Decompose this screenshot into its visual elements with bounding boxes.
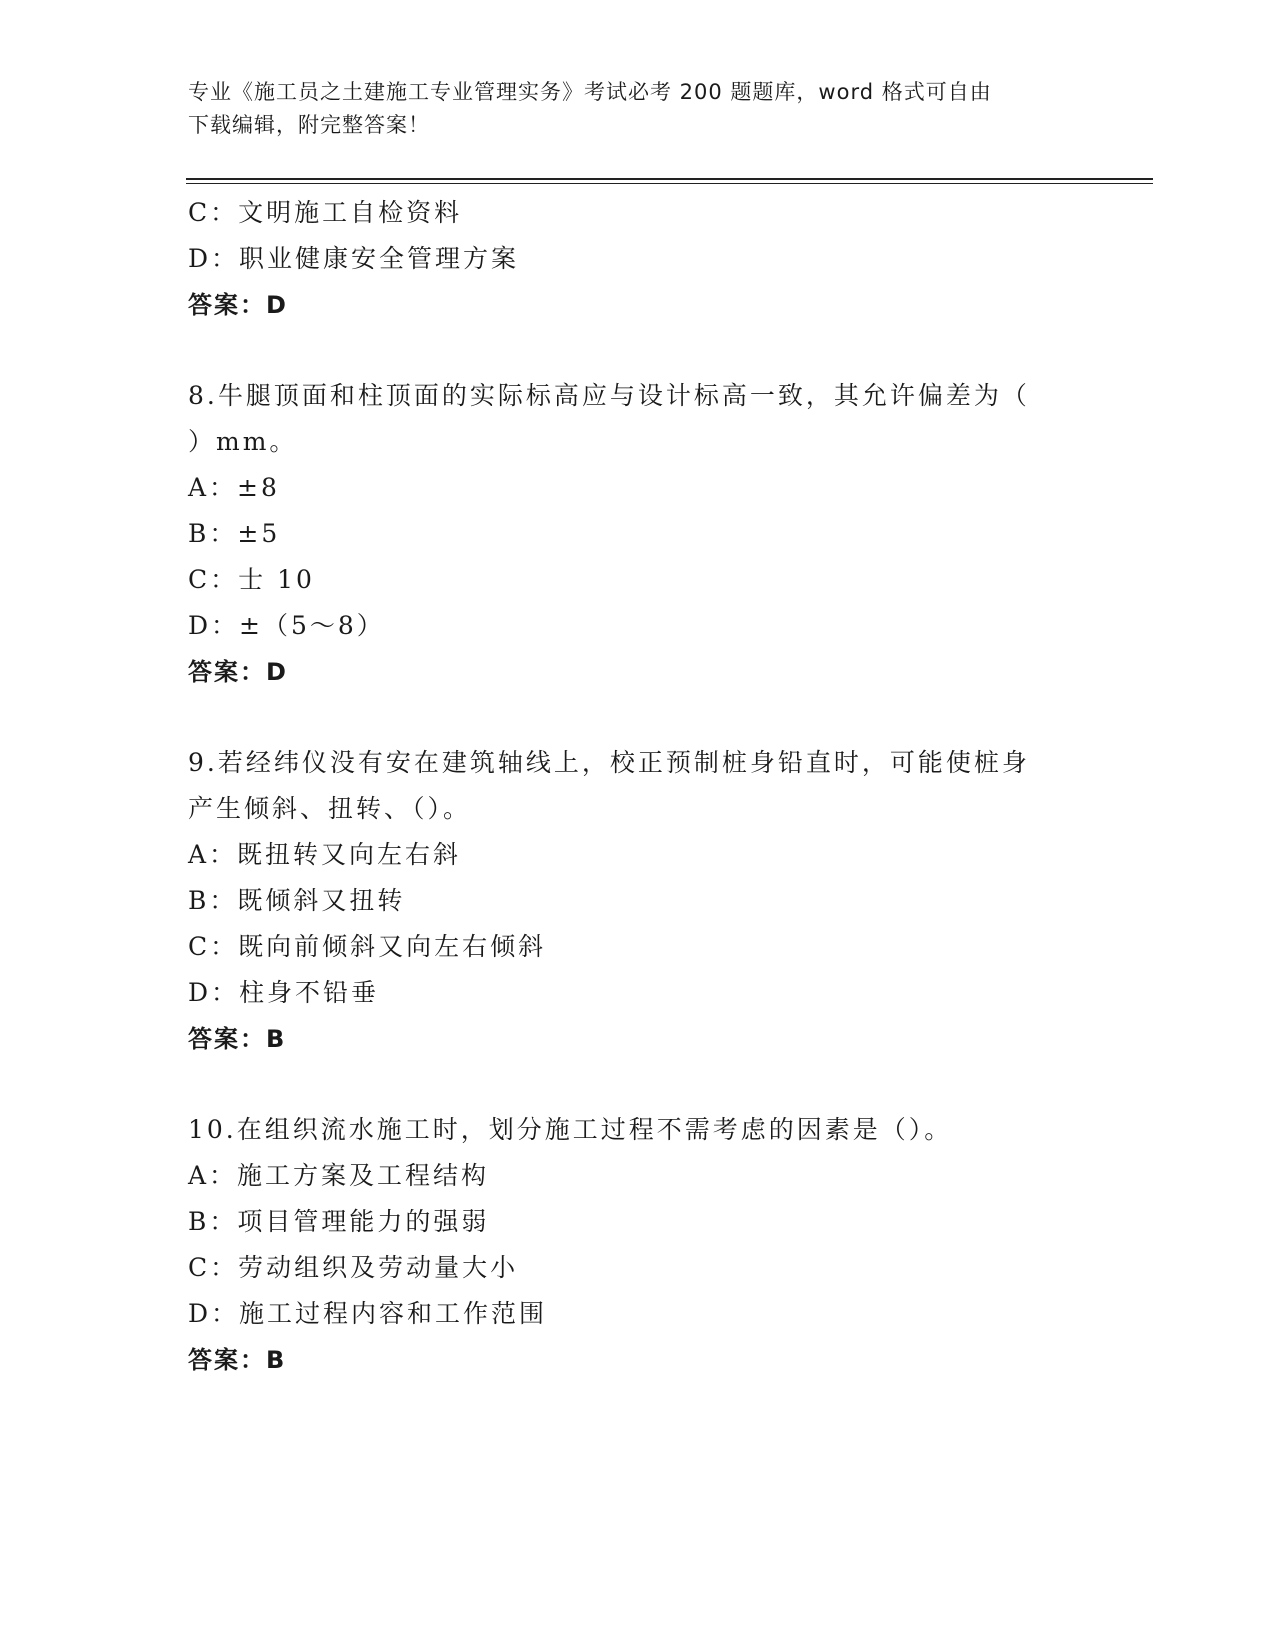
header-title-line-1: 专业《施工员之土建施工专业管理实务》考试必考 200 题题库，word 格式可自由	[188, 80, 992, 104]
answer-line: 答案：D	[188, 658, 288, 686]
question-7-continued	[188, 190, 1088, 328]
question-spacer	[188, 328, 1088, 373]
question-stem-line-2: ）mm。	[188, 427, 298, 456]
answer-line: 答案：B	[188, 1346, 287, 1374]
header-divider-thin	[186, 183, 1153, 184]
option-a: A：施工方案及工程结构	[188, 1161, 490, 1190]
question-8	[188, 373, 1088, 695]
question-10	[188, 1107, 1088, 1383]
option-b: B：±5	[188, 519, 281, 548]
option-d: D：职业健康安全管理方案	[188, 244, 520, 273]
question-spacer	[188, 695, 1088, 740]
question-stem-line-2: 产生倾斜、扭转、（）。	[188, 794, 472, 823]
question-spacer	[188, 1062, 1088, 1107]
option-d: D：柱身不铅垂	[188, 978, 380, 1007]
option-b: B：既倾斜又扭转	[188, 886, 406, 915]
header-title-line-2: 下载编辑，附完整答案！	[188, 113, 430, 137]
option-b: B：项目管理能力的强弱	[188, 1207, 490, 1236]
option-a: A：既扭转又向左右斜	[188, 840, 462, 869]
answer-line: 答案：D	[188, 291, 288, 319]
page-header	[188, 76, 1088, 142]
option-c: C：士 10	[188, 565, 315, 594]
question-stem-line-1: 10.在组织流水施工时，划分施工过程不需考虑的因素是（）。	[188, 1115, 953, 1144]
header-divider-thick	[186, 178, 1153, 180]
question-stem-line-1: 9.若经纬仪没有安在建筑轴线上，校正预制桩身铅直时，可能使桩身	[188, 748, 1030, 777]
option-d: D：±（5～8）	[188, 611, 385, 640]
option-d: D：施工过程内容和工作范围	[188, 1299, 548, 1328]
question-9	[188, 740, 1088, 1062]
option-c: C：文明施工自检资料	[188, 198, 463, 227]
option-c: C：劳动组织及劳动量大小	[188, 1253, 519, 1282]
answer-line: 答案：B	[188, 1025, 287, 1053]
option-c: C：既向前倾斜又向左右倾斜	[188, 932, 547, 961]
question-stem-line-1: 8.牛腿顶面和柱顶面的实际标高应与设计标高一致，其允许偏差为（	[188, 381, 1030, 410]
option-a: A：±8	[188, 473, 280, 502]
question-list	[188, 190, 1088, 1383]
